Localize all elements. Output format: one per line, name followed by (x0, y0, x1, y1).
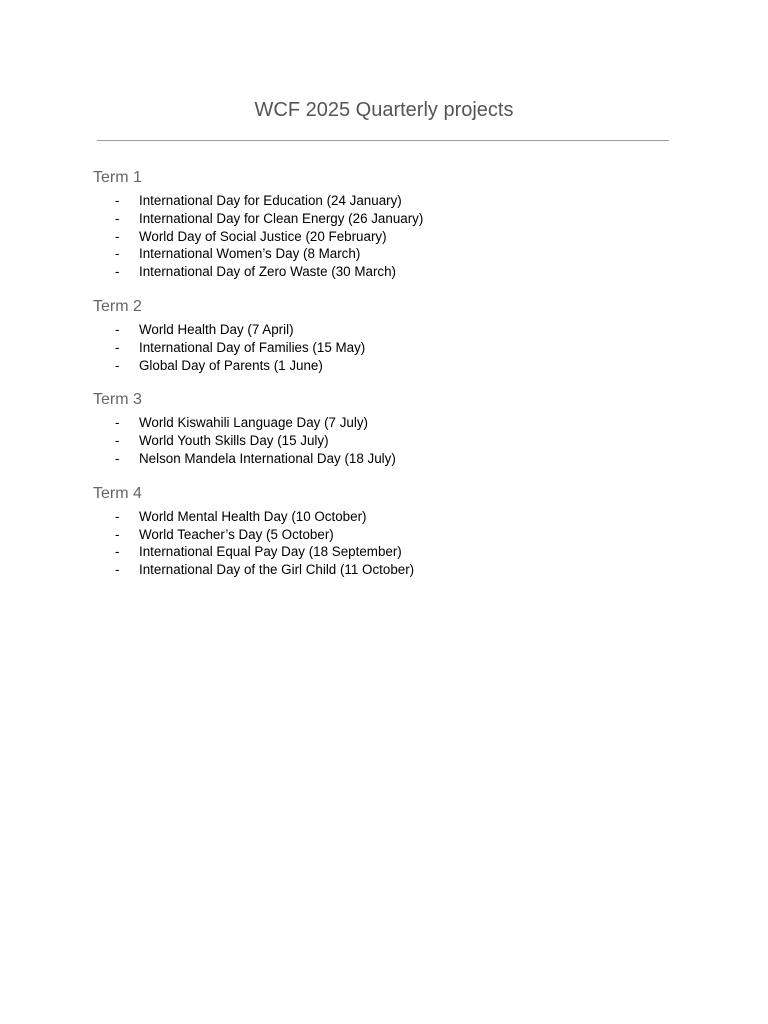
term-section (93, 484, 693, 579)
bullet-dash: - (115, 339, 120, 355)
list-item (93, 339, 693, 357)
project-label: International Women’s Day (8 March) (139, 246, 361, 262)
term-heading: Term 3 (93, 391, 142, 409)
project-label: World Kiswahili Language Day (7 July) (139, 415, 368, 431)
list-item (93, 414, 693, 432)
list-item (93, 526, 693, 544)
document-title: WCF 2025 Quarterly projects (254, 99, 514, 121)
bullet-dash: - (115, 246, 120, 262)
list-item (93, 357, 693, 375)
bullet-dash: - (115, 264, 120, 280)
project-list (93, 192, 693, 281)
list-item (93, 228, 693, 246)
project-list (93, 321, 693, 374)
bullet-dash: - (115, 433, 120, 449)
list-item (93, 432, 693, 450)
project-label: International Equal Pay Day (18 September) (139, 544, 402, 560)
term-section (93, 390, 693, 467)
project-label: World Day of Social Justice (20 February) (139, 228, 387, 244)
term-heading: Term 2 (93, 297, 142, 315)
bullet-dash: - (115, 193, 120, 208)
bullet-dash: - (115, 526, 120, 542)
bullet-dash: - (115, 228, 120, 244)
list-item (93, 321, 693, 339)
list-item (93, 508, 693, 526)
project-label: International Day of the Girl Child (11 October) (139, 562, 415, 578)
project-list (93, 414, 693, 467)
bullet-dash: - (115, 562, 120, 578)
list-item (93, 210, 693, 228)
project-label: World Mental Health Day (10 October) (139, 508, 367, 524)
bullet-dash: - (115, 357, 120, 373)
bullet-dash: - (115, 508, 120, 524)
project-label: World Youth Skills Day (15 July) (139, 433, 329, 449)
title-divider (97, 140, 669, 141)
bullet-dash: - (115, 450, 120, 466)
bullet-dash: - (115, 210, 120, 226)
project-label: Global Day of Parents (1 June) (139, 357, 323, 373)
term-heading: Term 4 (93, 484, 142, 502)
bullet-dash: - (115, 321, 120, 337)
project-label: World Teacher’s Day (5 October) (139, 526, 334, 542)
project-list (93, 508, 693, 579)
list-item (93, 192, 693, 210)
project-label: Nelson Mandela International Day (18 July) (139, 450, 396, 466)
bullet-dash: - (115, 544, 120, 560)
term-section (93, 168, 693, 281)
project-label: World Health Day (7 April) (139, 321, 294, 337)
list-item (93, 263, 693, 281)
project-label: International Day of Families (15 May) (139, 339, 366, 355)
term-section (93, 297, 693, 374)
list-item (93, 450, 693, 468)
term-heading: Term 1 (93, 169, 142, 186)
bullet-dash: - (115, 415, 120, 431)
list-item (93, 543, 693, 561)
project-label: International Day for Education (24 January) (139, 193, 402, 208)
project-label: International Day for Clean Energy (26 January) (139, 210, 424, 226)
terms-container (93, 168, 693, 595)
project-label: International Day of Zero Waste (30 March) (139, 264, 397, 280)
list-item (93, 561, 693, 579)
list-item (93, 245, 693, 263)
